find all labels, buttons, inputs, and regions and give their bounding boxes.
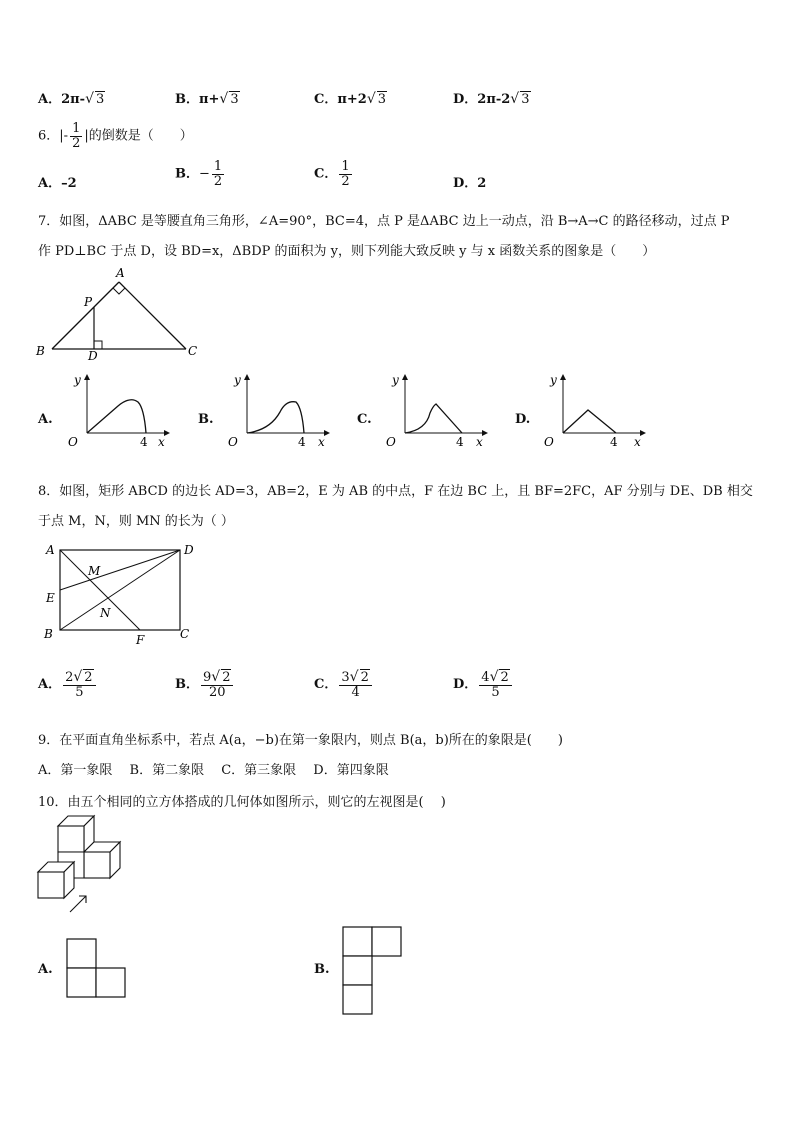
svg-text:E: E	[46, 591, 55, 605]
q5-option-a[interactable]: A．2π-√ 3	[38, 91, 105, 107]
q8-option-c[interactable]: C． $\frac{3√ 2}{4}$	[314, 670, 374, 699]
svg-text:4: 4	[298, 435, 306, 449]
q8-option-a[interactable]: A． $\frac{2√ 2}{5}$	[38, 670, 98, 699]
q7-option-d-letter[interactable]: D.	[515, 412, 531, 427]
svg-text:y: y	[392, 373, 399, 387]
svg-text:4: 4	[610, 435, 618, 449]
svg-text:A: A	[46, 543, 55, 557]
label-c: C	[188, 344, 198, 358]
q6-fraction: $\frac{1}{2}$	[72, 121, 81, 151]
label-b: B	[36, 344, 45, 358]
svg-text:F: F	[136, 633, 145, 647]
q7-graph-b[interactable]	[220, 368, 335, 458]
q6-stem: 6．|- $\frac{1}{2}$ |的倒数是（ ）	[38, 121, 193, 151]
q10-cubes-figure	[34, 812, 129, 916]
svg-text:4: 4	[456, 435, 464, 449]
label-a: A	[116, 266, 125, 280]
q10-option-a-letter[interactable]: A.	[38, 962, 53, 977]
q10-option-a-figure[interactable]	[64, 936, 128, 998]
svg-text:y: y	[550, 373, 557, 387]
q7-option-b-letter[interactable]: B.	[198, 412, 214, 427]
svg-text:4: 4	[140, 435, 148, 449]
q5-option-b[interactable]: B．π+√ 3	[175, 91, 239, 107]
q10-stem: 10．由五个相同的立方体搭成的几何体如图所示，则它的左视图是( )	[38, 795, 446, 810]
svg-text:x: x	[476, 435, 483, 449]
q10-option-b-figure[interactable]	[340, 924, 406, 1016]
q7-stem-line2: 作 PD⊥BC 于点 D，设 BD=x，ΔBDP 的面积为 y，则下列能大致反映 y 与 x 函数关系的图象是（ ）	[38, 244, 656, 259]
svg-text:O: O	[68, 435, 78, 449]
svg-text:C: C	[180, 627, 190, 641]
q10-option-b-letter[interactable]: B.	[314, 962, 330, 977]
q7-graph-a[interactable]	[60, 368, 175, 458]
q5-option-d[interactable]: D．2π-2√ 3	[453, 91, 530, 107]
q8-option-d[interactable]: D． $\frac{4√ 2}{5}$	[453, 670, 514, 699]
q8-stem-line1: 8．如图，矩形 ABCD 的边长 AD=3，AB=2，E 为 AB 的中点，F 在边 BC 上，且 BF=2FC，AF 分别与 DE、DB 相交	[38, 484, 753, 499]
q7-triangle-figure	[30, 262, 210, 360]
q8-option-b[interactable]: B． $\frac{9√ 2}{20}$	[175, 670, 235, 699]
svg-text:x: x	[158, 435, 165, 449]
q8-stem-line2: 于点 M，N，则 MN 的长为（ ）	[38, 514, 234, 529]
svg-text:N: N	[100, 606, 111, 620]
label-d: D	[88, 349, 98, 360]
svg-text:D: D	[184, 543, 194, 557]
svg-text:x: x	[318, 435, 325, 449]
q7-stem-line1: 7．如图，ΔABC 是等腰直角三角形，∠A=90°，BC=4，点 P 是ΔABC 边上一动点，沿 B→A→C 的路径移动，过点 P	[38, 214, 730, 229]
q6-option-b[interactable]: B．− $\frac{1}{2}$	[175, 159, 223, 189]
q6-option-c[interactable]: C． $\frac{1}{2}$	[314, 159, 350, 189]
q7-graph-c[interactable]	[378, 368, 493, 458]
q9-stem: 9．在平面直角坐标系中，若点 A(a，−b)在第一象限内，则点 B(a，b)所在的象限是( )	[38, 733, 563, 748]
q7-graph-d[interactable]	[536, 368, 651, 458]
q6-option-d[interactable]: D．2	[453, 176, 487, 191]
svg-text:O: O	[228, 435, 238, 449]
q7-option-c-letter[interactable]: C.	[357, 412, 372, 427]
svg-text:O: O	[544, 435, 554, 449]
svg-text:x: x	[634, 435, 641, 449]
svg-text:y: y	[74, 373, 81, 387]
svg-text:y: y	[234, 373, 241, 387]
q5-option-c[interactable]: C．π+2√ 3	[314, 91, 387, 107]
q6-option-a[interactable]: A．–2	[38, 176, 77, 191]
svg-text:B: B	[44, 627, 53, 641]
svg-text:M: M	[88, 564, 101, 578]
q9-options[interactable]: A．第一象限 B．第二象限 C．第三象限 D．第四象限	[38, 763, 389, 778]
q8-rectangle-figure	[38, 540, 208, 652]
label-p: P	[84, 295, 93, 309]
svg-text:O: O	[386, 435, 396, 449]
q7-option-a-letter[interactable]: A.	[38, 412, 53, 427]
